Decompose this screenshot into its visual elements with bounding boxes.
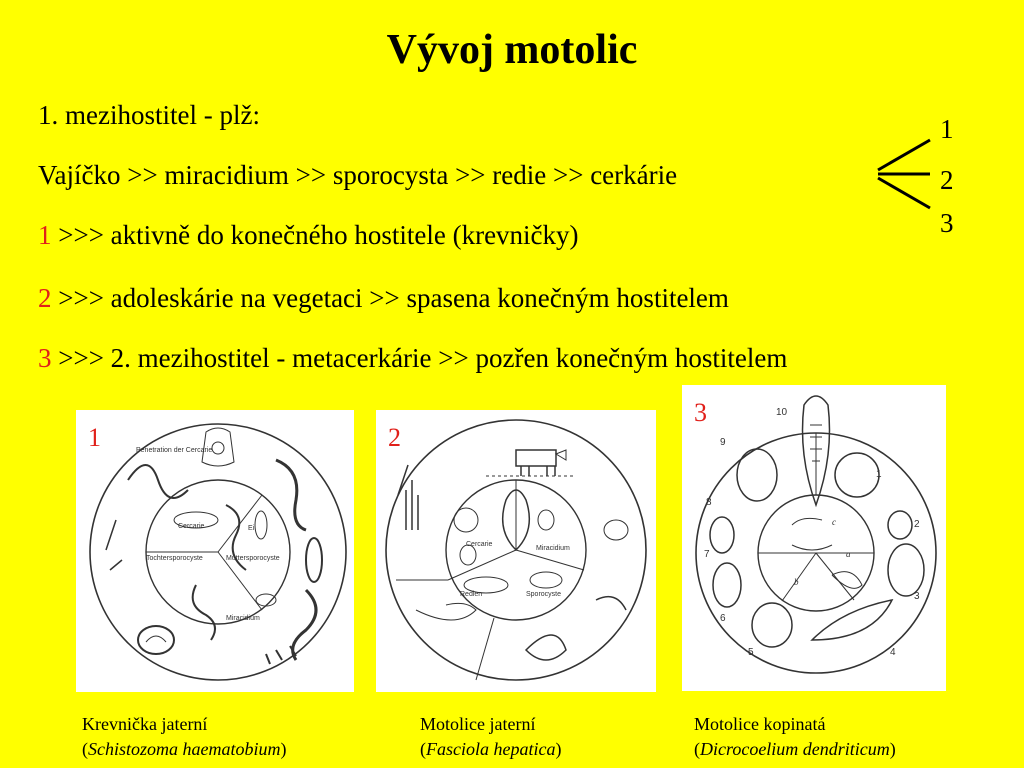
- label-1: 1: [876, 469, 882, 480]
- caption-fasciola: [420, 712, 561, 762]
- label-miracidium: Miracidium: [226, 615, 260, 622]
- caption-schistosoma-name: Krevnička jaterní: [82, 714, 208, 734]
- caption-schistosoma: [82, 712, 287, 762]
- label-10: 10: [776, 407, 788, 418]
- path-1-line: [38, 220, 579, 251]
- fasciola-lifecycle-diagram: [376, 410, 656, 692]
- figure-1-label: 1: [88, 423, 101, 452]
- slide-title: Vývoj motolic: [386, 27, 638, 73]
- label-tochtersporocyste: Tochtersporocyste: [146, 555, 203, 562]
- path-3-number: 3: [38, 343, 52, 373]
- label-sporocyste: Sporocyste: [526, 591, 562, 598]
- label-2: 2: [914, 519, 920, 530]
- label-miracidium-2: Miracidium: [536, 545, 570, 552]
- label-8: 8: [706, 497, 712, 508]
- path-1-text: >>> aktivně do konečného hostitele (krevničky): [51, 220, 579, 250]
- figure-dicrocoelium-lifecycle: [682, 385, 946, 691]
- caption-dicrocoelium-paren-close: ): [889, 739, 896, 759]
- caption-fasciola-sci: Fasciola hepatica: [426, 739, 556, 759]
- label-4: 4: [890, 647, 896, 658]
- branch-number-2: 2: [940, 165, 954, 195]
- caption-schistosoma-paren-close: ): [280, 739, 287, 759]
- figure-3-label: 3: [694, 398, 707, 427]
- path-3-text: >>> 2. mezihostitel - metacerkárie >> pozřen konečným hostitelem: [51, 343, 788, 373]
- caption-dicrocoelium-sci: Dicrocoelium dendriticum: [700, 739, 890, 759]
- caption-fasciola-paren-close: ): [555, 739, 562, 759]
- label-5: 5: [748, 647, 754, 658]
- figure-fasciola-lifecycle: [376, 410, 656, 692]
- label-cercarie-2: Cercarie: [466, 541, 493, 548]
- path-2-text: >>> adoleskárie na vegetaci >> spasena konečným hostitelem: [51, 283, 729, 313]
- label-9: 9: [720, 437, 726, 448]
- label-6: 6: [720, 613, 726, 624]
- branch-number-1: 1: [940, 114, 954, 144]
- label-3: 3: [914, 591, 920, 602]
- figure-2-label: 2: [388, 423, 401, 452]
- label-a: a: [846, 549, 851, 559]
- caption-fasciola-sci-line: [420, 737, 561, 762]
- dicrocoelium-lifecycle-diagram: [682, 385, 946, 691]
- caption-schistosoma-paren-open: (: [82, 739, 88, 759]
- label-b: b: [794, 577, 799, 587]
- label-muttersporocyste: Muttersporocyste: [226, 555, 280, 562]
- label-c: c: [832, 517, 836, 527]
- label-penetration: Penetration der Cercarie: [136, 447, 213, 454]
- label-cercarie: Cercarie: [178, 523, 205, 530]
- figure-schistosoma-lifecycle: [76, 410, 354, 692]
- caption-dicrocoelium-name: Motolice kopinatá: [694, 714, 826, 734]
- path-1-number: 1: [38, 220, 52, 250]
- branch-lines: [870, 130, 940, 220]
- label-ei: Ei: [248, 525, 255, 532]
- schistosoma-lifecycle-diagram: [76, 410, 354, 692]
- caption-dicrocoelium-paren-open: (: [694, 739, 700, 759]
- caption-dicrocoelium: [694, 712, 896, 762]
- branch-number-3: 3: [940, 208, 954, 238]
- label-7: 7: [704, 549, 710, 560]
- caption-dicrocoelium-sci-line: [694, 737, 896, 762]
- path-2-number: 2: [38, 283, 52, 313]
- path-2-line: [38, 283, 729, 314]
- caption-fasciola-name: Motolice jaterní: [420, 714, 536, 734]
- development-sequence: Vajíčko >> miracidium >> sporocysta >> redie >> cerkárie: [38, 160, 678, 190]
- label-redien: Redien: [460, 591, 483, 598]
- path-3-line: [38, 343, 787, 374]
- intermediate-host-heading: 1. mezihostitel - plž:: [38, 100, 260, 130]
- caption-schistosoma-sci-line: [82, 737, 287, 762]
- caption-schistosoma-sci: Schistozoma haematobium: [88, 739, 281, 759]
- caption-fasciola-paren-open: (: [420, 739, 426, 759]
